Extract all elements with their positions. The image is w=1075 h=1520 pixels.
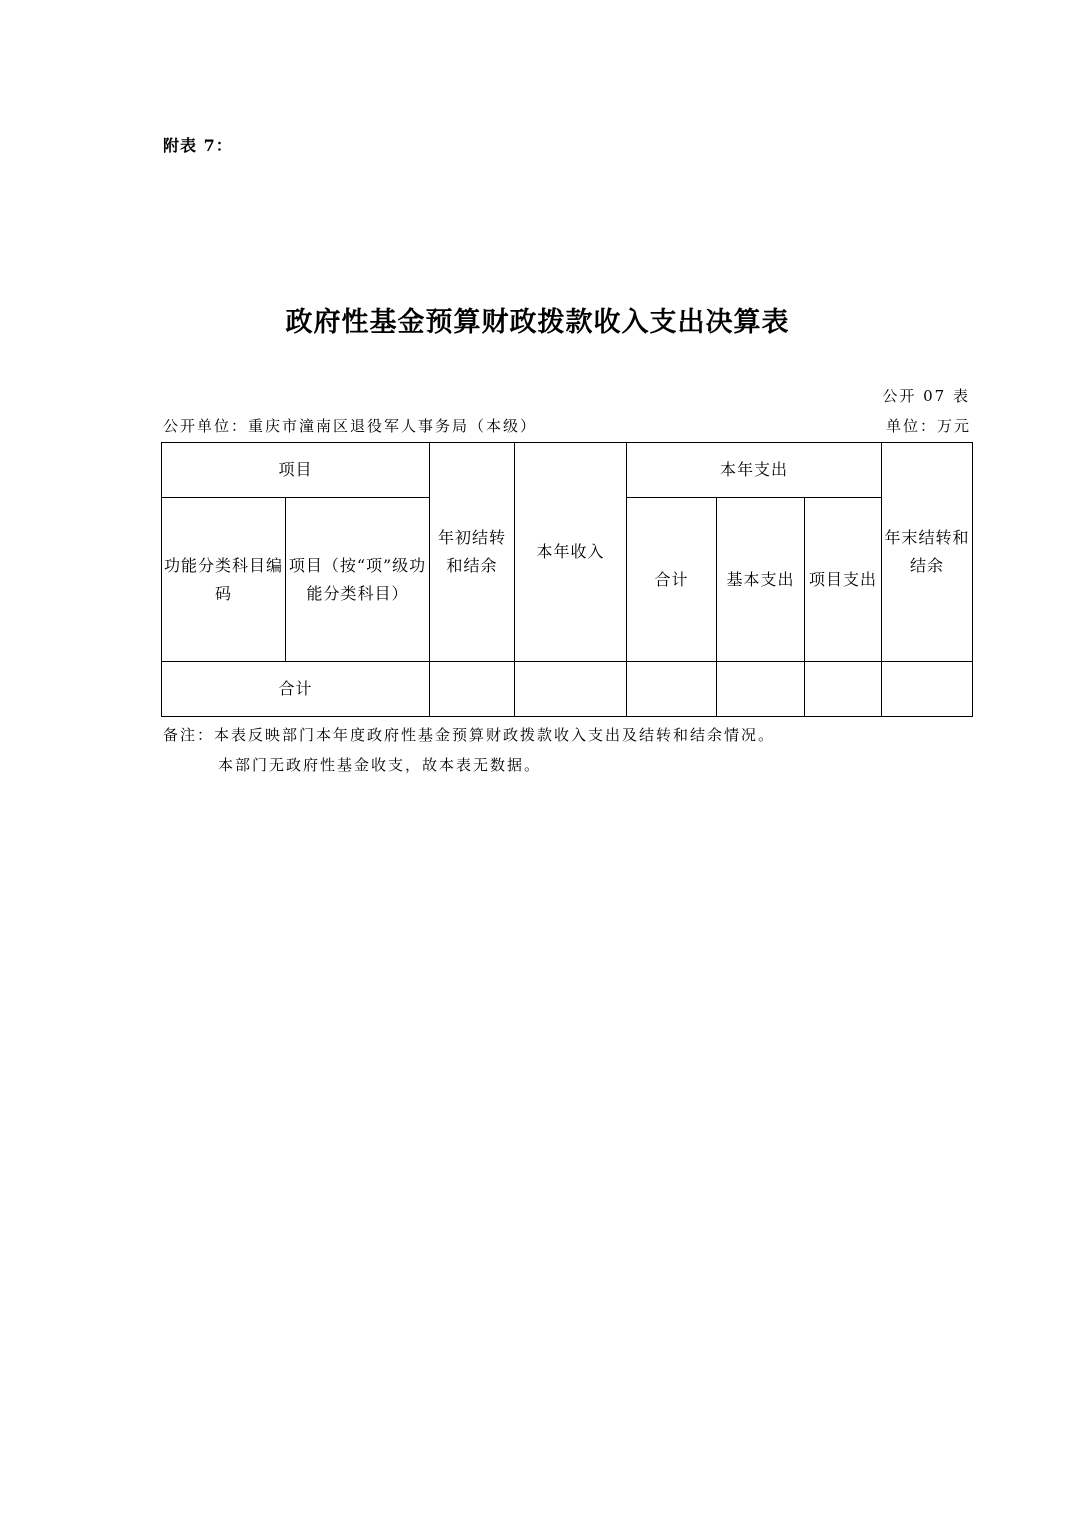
header-row-1 — [162, 443, 973, 498]
total-row-label: 合计 — [162, 662, 430, 717]
total-opening-balance — [430, 662, 515, 717]
page-title: 政府性基金预算财政拨款收入支出决算表 — [285, 307, 790, 338]
header-project: 项目 — [162, 443, 430, 498]
total-income — [515, 662, 627, 717]
subheader-basic: 基本支出 — [717, 498, 805, 662]
reporting-unit: 公开单位：重庆市潼南区退役军人事务局（本级） — [163, 417, 538, 435]
total-project — [805, 662, 882, 717]
header-expenditure: 本年支出 — [627, 443, 882, 498]
total-closing-balance — [882, 662, 973, 717]
budget-table — [161, 442, 973, 717]
attachment-label: 附表 7： — [163, 136, 233, 155]
unit-line — [163, 415, 971, 436]
subheader-code: 功能分类科目编码 — [162, 498, 286, 662]
notes — [163, 720, 775, 780]
subheader-project: 项目支出 — [805, 498, 882, 662]
subheader-item: 项目（按“项”级功能分类科目） — [286, 498, 430, 662]
currency-unit: 单位：万元 — [885, 417, 971, 435]
form-number: 公开 07 表 — [882, 387, 970, 405]
subheader-total: 合计 — [627, 498, 717, 662]
total-basic — [717, 662, 805, 717]
total-row — [162, 662, 973, 717]
note-line-2: 本部门无政府性基金收支，故本表无数据。 — [218, 756, 542, 774]
header-opening-balance: 年初结转和结余 — [430, 443, 515, 662]
header-closing-balance: 年末结转和结余 — [882, 443, 973, 662]
note-line-1: 备注：本表反映部门本年度政府性基金预算财政拨款收入支出及结转和结余情况。 — [163, 726, 776, 744]
header-income: 本年收入 — [515, 443, 627, 662]
total-expenditure — [627, 662, 717, 717]
